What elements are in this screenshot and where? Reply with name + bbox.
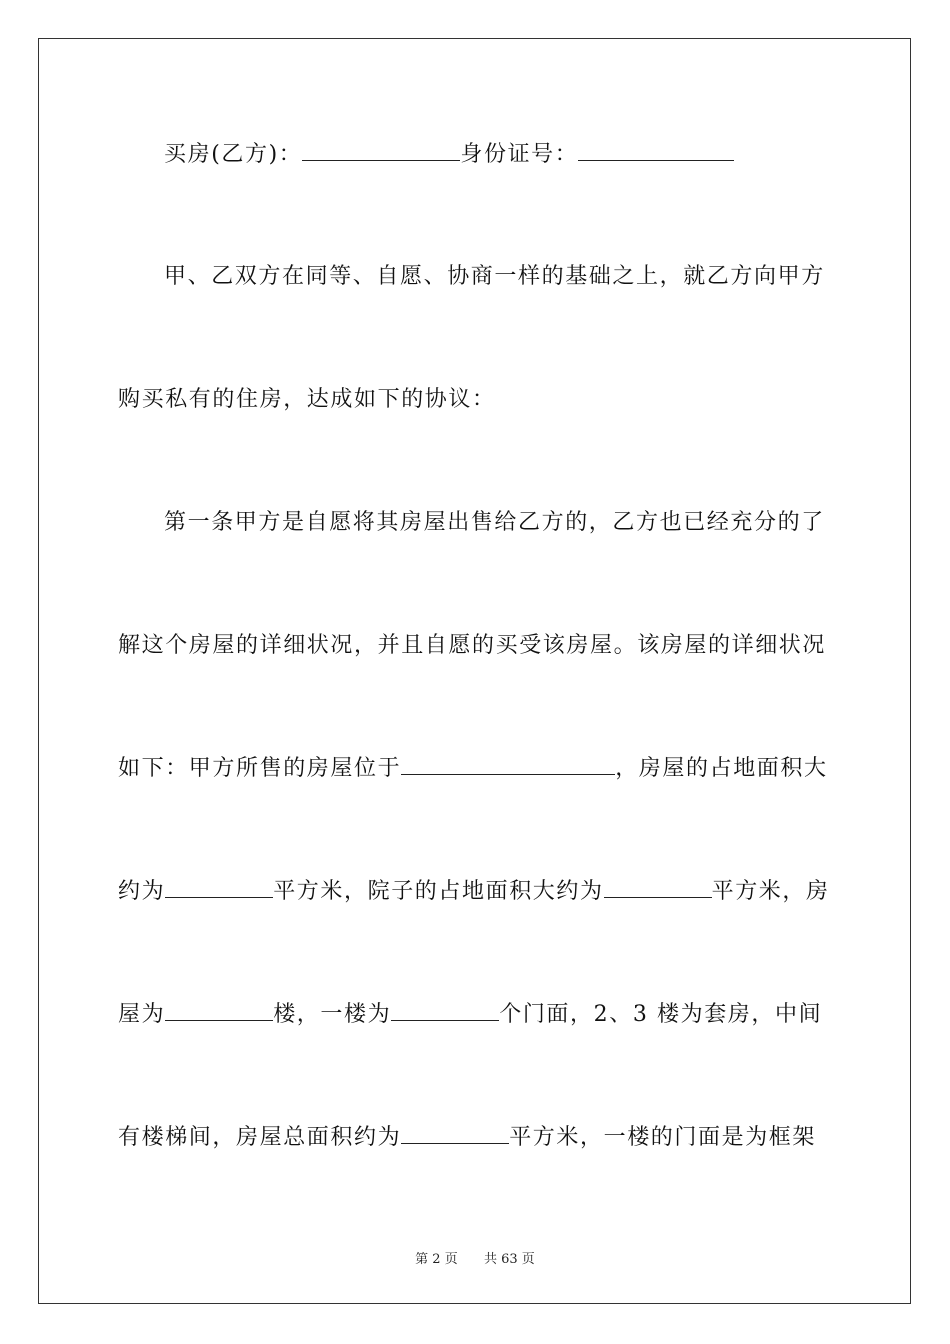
article-text: 个门面，2、3 楼为套房，中间: [499, 1002, 823, 1027]
article-text: 第一条甲方是自愿将其房屋出售给乙方的，乙方也已经充分的了: [164, 510, 825, 535]
article-text: 屋为: [118, 1002, 166, 1027]
article-text: 解这个房屋的详细状况，并且自愿的买受该房屋。该房屋的详细状况: [118, 633, 827, 658]
article-1-line-5: [118, 1000, 834, 1030]
total-area-blank[interactable]: [401, 1123, 509, 1144]
buyer-line: [164, 140, 880, 170]
paragraph-text: 甲、乙双方在同等、自愿、协商一样的基础之上，就乙方向甲方: [164, 264, 825, 289]
article-1-line-1: [164, 508, 834, 538]
storefronts-blank[interactable]: [391, 1000, 499, 1021]
storeys-blank[interactable]: [165, 1000, 273, 1021]
article-text: ，房屋的占地面积大: [615, 756, 828, 781]
article-1-line-4: [118, 877, 834, 907]
article-text: 约为: [118, 879, 166, 904]
buyer-name-blank[interactable]: [302, 140, 460, 161]
floor-area-blank[interactable]: [165, 877, 273, 898]
id-label: 身份证号：: [460, 142, 579, 167]
article-text: 平方米，房: [711, 879, 830, 904]
article-text: 有楼梯间，房屋总面积约为: [118, 1125, 402, 1150]
article-text: 平方米，院子的占地面积大约为: [273, 879, 604, 904]
buyer-label: 买房(乙方)：: [164, 142, 303, 167]
article-1-line-2: [118, 631, 834, 661]
paragraph-line-1: [164, 262, 834, 292]
id-number-blank[interactable]: [578, 140, 734, 161]
article-text: 平方米，一楼的门面是为框架: [509, 1125, 817, 1150]
paragraph-text: 购买私有的住房，达成如下的协议：: [118, 387, 496, 412]
article-1-line-6: [118, 1123, 834, 1153]
page-footer: [0, 1248, 950, 1267]
article-text: 楼，一楼为: [273, 1002, 392, 1027]
location-blank[interactable]: [401, 754, 615, 775]
page-total: 共 63 页: [484, 1252, 535, 1267]
page-number: 第 2 页: [415, 1252, 458, 1267]
article-text: 如下：甲方所售的房屋位于: [118, 756, 402, 781]
paragraph-line-2: [118, 385, 834, 415]
page-border: [38, 38, 911, 1304]
article-1-line-3: [118, 754, 834, 784]
yard-area-blank[interactable]: [604, 877, 712, 898]
